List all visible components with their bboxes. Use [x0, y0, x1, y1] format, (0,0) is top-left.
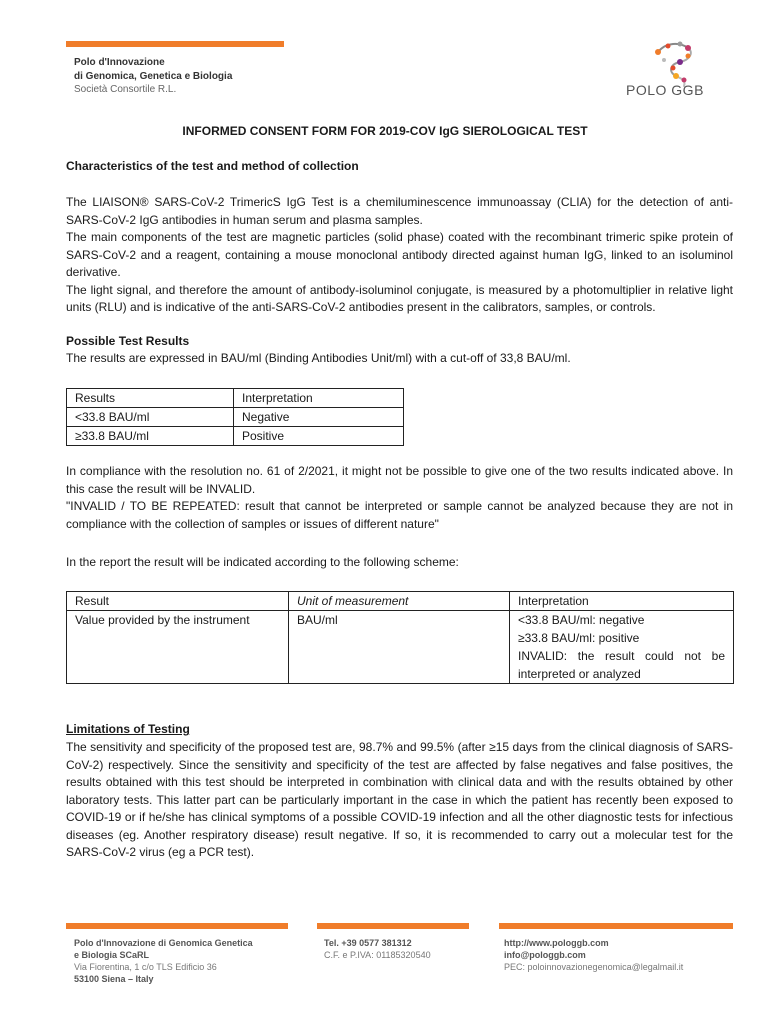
- footer-line: Polo d'Innovazione di Genomica Genetica: [74, 938, 253, 948]
- paragraph: The main components of the test are magnetic particles (solid phase) coated with the recombinant trimeric spike protein of SARS-CoV-2 and a reagent, containing a mouse monoclonal antibody directed against human IgG, linked to an isoluminol derivative.: [66, 230, 733, 279]
- paragraph: "INVALID / TO BE REPEATED: result that cannot be interpreted or sample cannot be analyzed because they are not in compliance with the collection of samples or issues of different nature": [66, 499, 733, 531]
- footer-line: e Biologia SCaRL: [74, 950, 150, 960]
- table-cell: <33.8 BAU/ml: [67, 408, 234, 427]
- footer-line: Tel. +39 0577 381312: [324, 938, 412, 948]
- section-heading-possible-results: Possible Test Results: [66, 334, 190, 348]
- section-heading-characteristics: Characteristics of the test and method of collection: [66, 159, 359, 173]
- footer-accent-bar: [317, 923, 469, 929]
- footer-address: [74, 937, 253, 985]
- table-header-cell: Results: [67, 389, 234, 408]
- org-name-line3: Società Consortile R.L.: [74, 84, 177, 95]
- paragraph: The results are expressed in BAU/ml (Binding Antibodies Unit/ml) with a cut-off of 33,8 BAU/ml.: [66, 351, 571, 365]
- footer-line: PEC: poloinnovazionegenomica@legalmail.it: [504, 962, 684, 972]
- table-header-cell: Unit of measurement: [289, 592, 510, 611]
- header-organization: [74, 56, 232, 97]
- footer-link[interactable]: http://www.pologgb.com: [504, 938, 609, 948]
- table-header-cell: Interpretation: [510, 592, 734, 611]
- table-cell: BAU/ml: [289, 611, 510, 684]
- section-heading-limitations: Limitations of Testing: [66, 722, 190, 736]
- table-cell: Value provided by the instrument: [67, 611, 289, 684]
- interpretation-line: ≥33.8 BAU/ml: positive: [518, 631, 640, 645]
- interpretation-line: INVALID: the result could not be interpreted or analyzed: [518, 649, 725, 681]
- footer-link[interactable]: info@pologgb.com: [504, 950, 586, 960]
- table-cell: Negative: [234, 408, 404, 427]
- table-header-row: [67, 592, 734, 611]
- section-characteristics-body: [66, 194, 733, 317]
- paragraph: In compliance with the resolution no. 61 of 2/2021, it might not be possible to give one of the two results indicated above. In this case the result will be INVALID.: [66, 464, 733, 496]
- table-row: [67, 408, 404, 427]
- paragraph: In the report the result will be indicated according to the following scheme:: [66, 555, 459, 569]
- section-possible-results-body: [66, 463, 733, 533]
- table-header-cell: Result: [67, 592, 289, 611]
- footer-contact: [324, 937, 431, 961]
- table-row: [67, 611, 734, 684]
- org-name-line2: di Genomica, Genetica e Biologia: [74, 70, 233, 82]
- report-scheme-table: [66, 591, 734, 684]
- page-title: INFORMED CONSENT FORM FOR 2019-COV IgG SIEROLOGICAL TEST: [182, 124, 588, 138]
- header-accent-bar: [66, 41, 284, 47]
- footer-web: [504, 937, 683, 973]
- paragraph: The light signal, and therefore the amount of antibody-isoluminol conjugate, is measured by a photomultiplier in relative light units (RLU) and is indicative of the anti-SARS-CoV-2 antibodies present in the calibrators, samples, or controls.: [66, 282, 733, 314]
- footer-line: Via Fiorentina, 1 c/o TLS Edificio 36: [74, 962, 217, 972]
- paragraph: The sensitivity and specificity of the proposed test are, 98.7% and 99.5% (after ≥15 days from the clinical diagnosis of SARS-CoV-2) respectively. Since the sensitivity and specificity of the test are affected by false negatives and false positives, the results obtained with this test should be interpreted in combination with clinical data and with the results obtained by other laboratory tests. This latter part can be particularly important in the case in which the patient has recently been exposed to COVID-19 or if he/she has clinical symptoms of a possible COVID-19 infection and all the other diagnostic tests for infectious diseases (eg. Another respiratory disease) result negative. If so, it is recommended to carry out a molecular test for the SARS-CoV-2 virus (eg a PCR test).: [66, 740, 733, 859]
- footer-accent-bar: [499, 923, 733, 929]
- table-header-cell: Interpretation: [234, 389, 404, 408]
- table-cell: ≥33.8 BAU/ml: [67, 427, 234, 446]
- paragraph: The LIAISON® SARS-CoV-2 TrimericS IgG Test is a chemiluminescence immunoassay (CLIA) for the detection of anti-SARS-CoV-2 IgG antibodies in human serum and plasma samples.: [66, 195, 733, 227]
- table-cell: Positive: [234, 427, 404, 446]
- footer-accent-bar: [66, 923, 288, 929]
- org-name-line1: Polo d'Innovazione: [74, 57, 165, 68]
- table-cell-interpretation: [510, 611, 734, 684]
- footer-line: C.F. e P.IVA: 01185320540: [324, 950, 431, 960]
- table-row: [67, 427, 404, 446]
- table-header-row: [67, 389, 404, 408]
- logo-text: POLO GGB: [626, 82, 704, 98]
- footer-line: 53100 Siena – Italy: [74, 974, 154, 984]
- interpretation-line: <33.8 BAU/ml: negative: [518, 613, 645, 627]
- results-table: [66, 388, 404, 446]
